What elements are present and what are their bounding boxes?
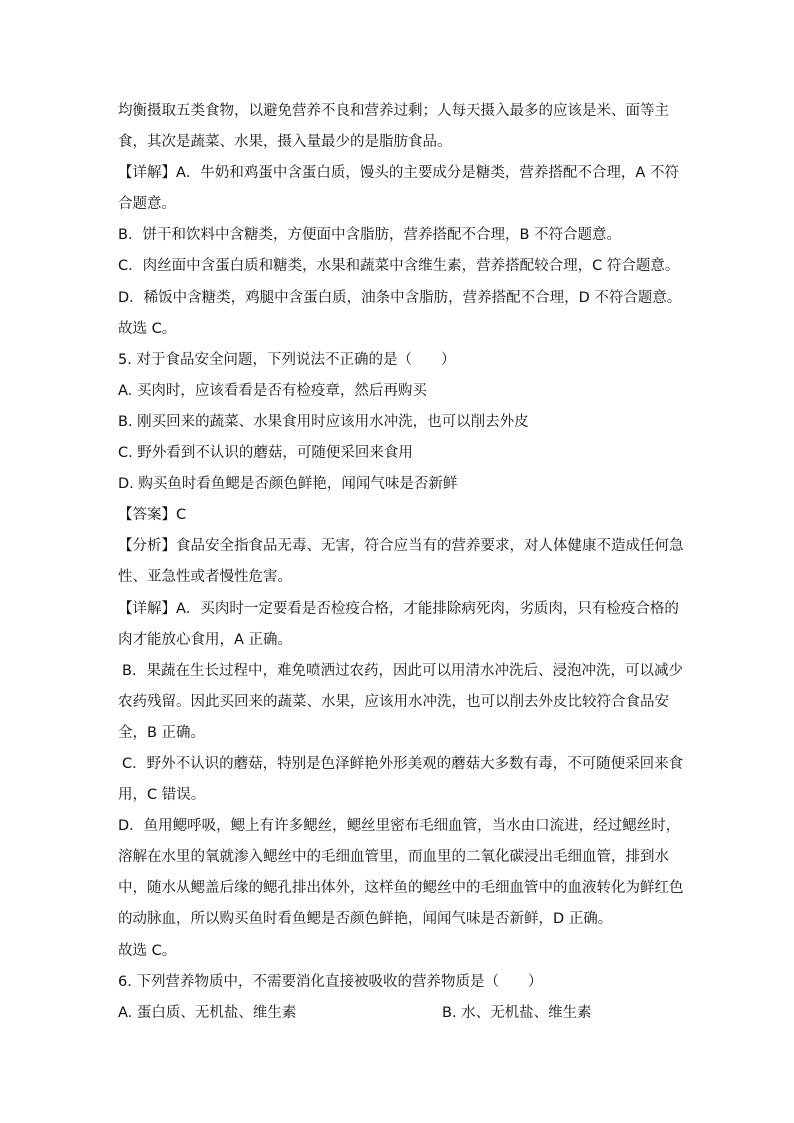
question-6-option-b: B. 水、无机盐、维生素 [442,1004,592,1021]
explanation-line: 食，其次是蔬菜、水果，摄入量最少的是脂肪食品。 [118,134,452,151]
question-6-option-a: A. 蛋白质、无机盐、维生素 [118,1004,297,1021]
detail-line: B．饼干和饮料中含糖类，方便面中含脂肪，营养搭配不合理，B 不符合题意。 [118,227,622,244]
analysis-line: 【分析】食品安全指食品无毒、无害，符合应当有的营养要求，对人体健康不造成任何急 [118,538,684,555]
detail-line: B．果蔬在生长过程中，难免喷洒过农药，因此可以用清水冲洗后、浸泡冲洗，可以减少 [122,662,683,679]
analysis-line: 性、亚急性或者慢性危害。 [118,569,292,586]
question-5-option-c: C. 野外看到不认识的蘑菇，可随便采回来食用 [118,445,413,462]
detail-line: 的动脉血，所以购买鱼时看鱼鳃是否颜色鲜艳，闻闻气味是否新鲜，D 正确。 [118,911,613,928]
detail-line: 农药残留。因此买回来的蔬菜、水果，应该用水冲洗，也可以削去外皮比较符合食品安 [118,693,669,710]
detail-line: C．野外不认识的蘑菇，特别是色泽鲜艳外形美观的蘑菇大多数有毒，不可随便采回来食 [122,755,684,772]
detail-line: 中，随水从鳃盖后缘的鳃孔排出体外，这样鱼的鳃丝中的毛细血管中的血液转化为鲜红色 [118,880,684,897]
question-6-stem: 6. 下列营养物质中，不需要消化直接被吸收的营养物质是（ ） [118,973,543,990]
detail-line: D．鱼用鳃呼吸，鳃上有许多鳃丝，鳃丝里密布毛细血管，当水由口流进，经过鳃丝时， [118,818,681,835]
detail-line: 用，C 错误。 [118,787,206,804]
detail-line: 合题意。 [118,196,176,213]
detail-line: 肉才能放心食用，A 正确。 [118,631,293,648]
question-5-option-d: D. 购买鱼时看鱼鳃是否颜色鲜艳，闻闻气味是否新鲜 [118,476,458,493]
detail-line: 【详解】A．牛奶和鸡蛋中含蛋白质，馒头的主要成分是糖类，营养搭配不合理，A 不符 [118,165,679,182]
detail-line: C．肉丝面中含蛋白质和糖类，水果和蔬菜中含维生素，营养搭配较合理，C 符合题意。 [118,258,680,275]
answer-selection: 故选 C。 [118,320,177,337]
detail-line: D．稀饭中含糖类，鸡腿中含蛋白质，油条中含脂肪，营养搭配不合理，D 不符合题意。 [118,289,682,306]
answer-selection: 故选 C。 [118,942,177,959]
explanation-line: 均衡摄取五类食物，以避免营养不良和营养过剩；人每天摄入最多的应该是米、面等主 [118,103,669,119]
detail-line: 【详解】A．买肉时一定要看是否检疫合格，才能排除病死肉，劣质肉，只有检疫合格的 [118,600,679,617]
question-6-options-row [118,998,678,1029]
detail-line: 全，B 正确。 [118,724,206,741]
question-5-option-a: A. 买肉时，应该看看是否有检疫章，然后再购买 [118,382,427,399]
detail-line: 溶解在水里的氧就渗入鳃丝中的毛细血管里，而血里的二氧化碳浸出毛细血管，排到水 [118,849,669,866]
answer-label: 【答案】C [118,507,187,524]
question-5-option-b: B. 刚买回来的蔬菜、水果食用时应该用水冲洗，也可以削去外皮 [118,413,529,430]
question-5-stem: 5. 对于食品安全问题，下列说法不正确的是（ ） [118,351,456,368]
document-body [118,96,684,1029]
